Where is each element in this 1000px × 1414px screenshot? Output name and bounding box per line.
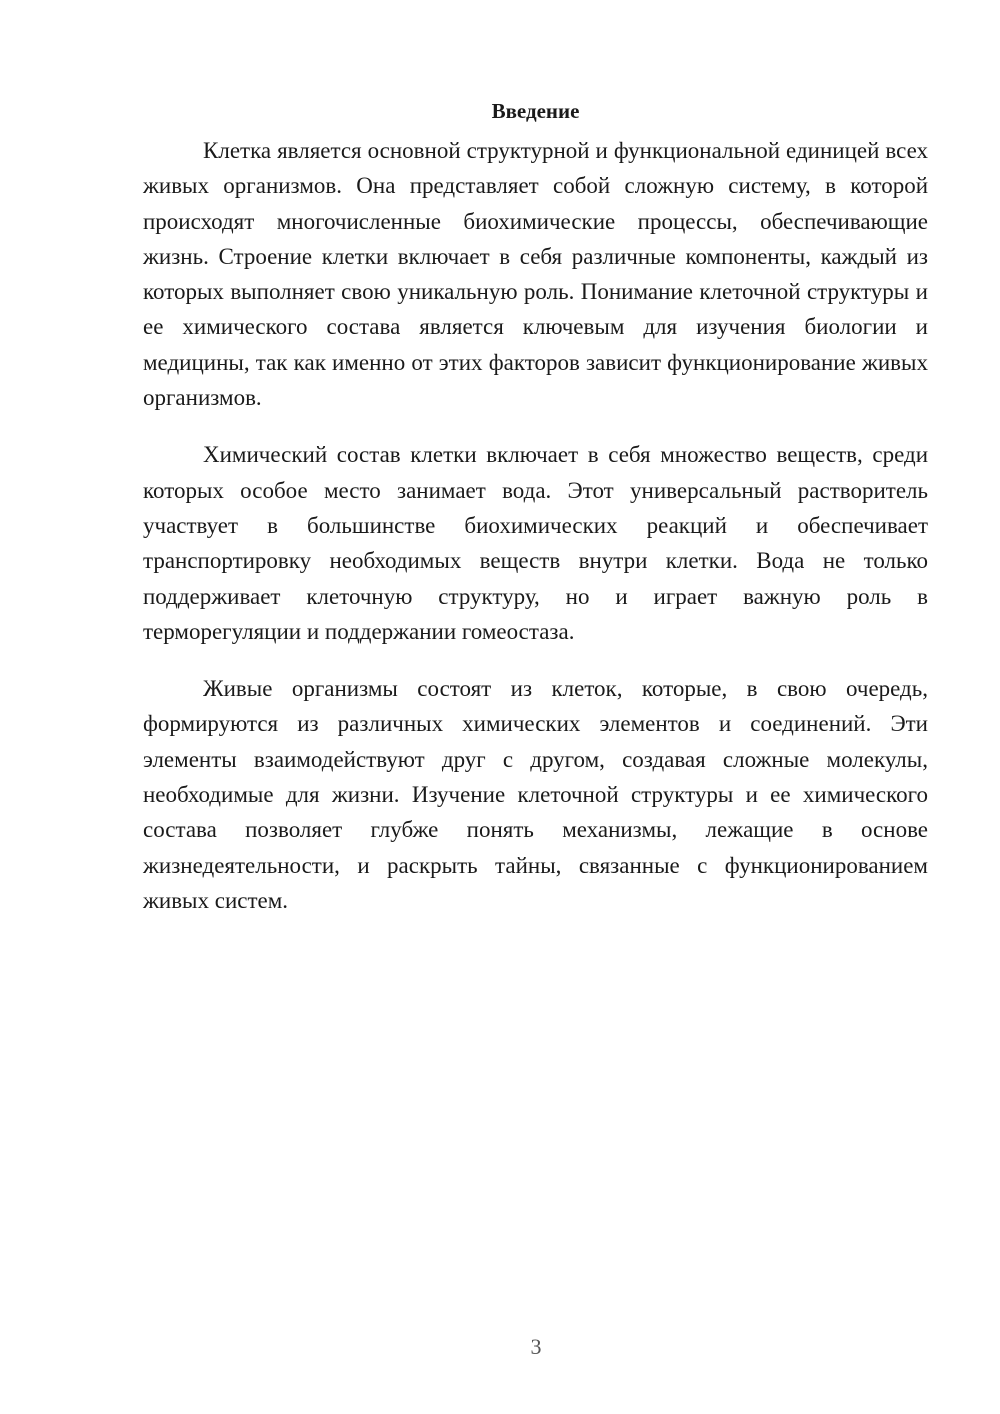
page-title: Введение xyxy=(491,99,580,123)
paragraph-2: Химический состав клетки включает в себя множество веществ, среди которых особое место занимает вода. Этот универсальный растворитель участвует в большинстве биохимических реакций и обеспечивает транспортировку необходимых веществ внутри клетки. Вода не только поддерживает клеточную структуру, но и играет важную роль в терморегуляции и поддержании гомеостаза. xyxy=(143,442,928,644)
paragraph-3: Живые организмы состоят из клеток, которые, в свою очередь, формируются из различных химических элементов и соединений. Эти элементы взаимодействуют друг с другом, создавая сложные молекулы, необходимые для жизни. Изучение клеточной структуры и ее химического состава позволяет глубже понять механизмы, лежащие в основе жизнедеятельности, и раскрыть тайны, связанные с функционированием живых систем. xyxy=(143,676,928,913)
page-number: 3 xyxy=(530,1334,542,1359)
page-content xyxy=(143,93,928,940)
paragraph-1: Клетка является основной структурной и функциональной единицей всех живых организмов. Она представляет собой сложную систему, в которой происходят многочисленные биохимические процессы, обеспечивающие жизнь. Строение клетки включает в себя различные компоненты, каждый из которых выполняет свою уникальную роль. Понимание клеточной структуры и ее химического состава является ключевым для изучения биологии и медицины, так как именно от этих факторов зависит функционирование живых организмов. xyxy=(143,138,928,411)
